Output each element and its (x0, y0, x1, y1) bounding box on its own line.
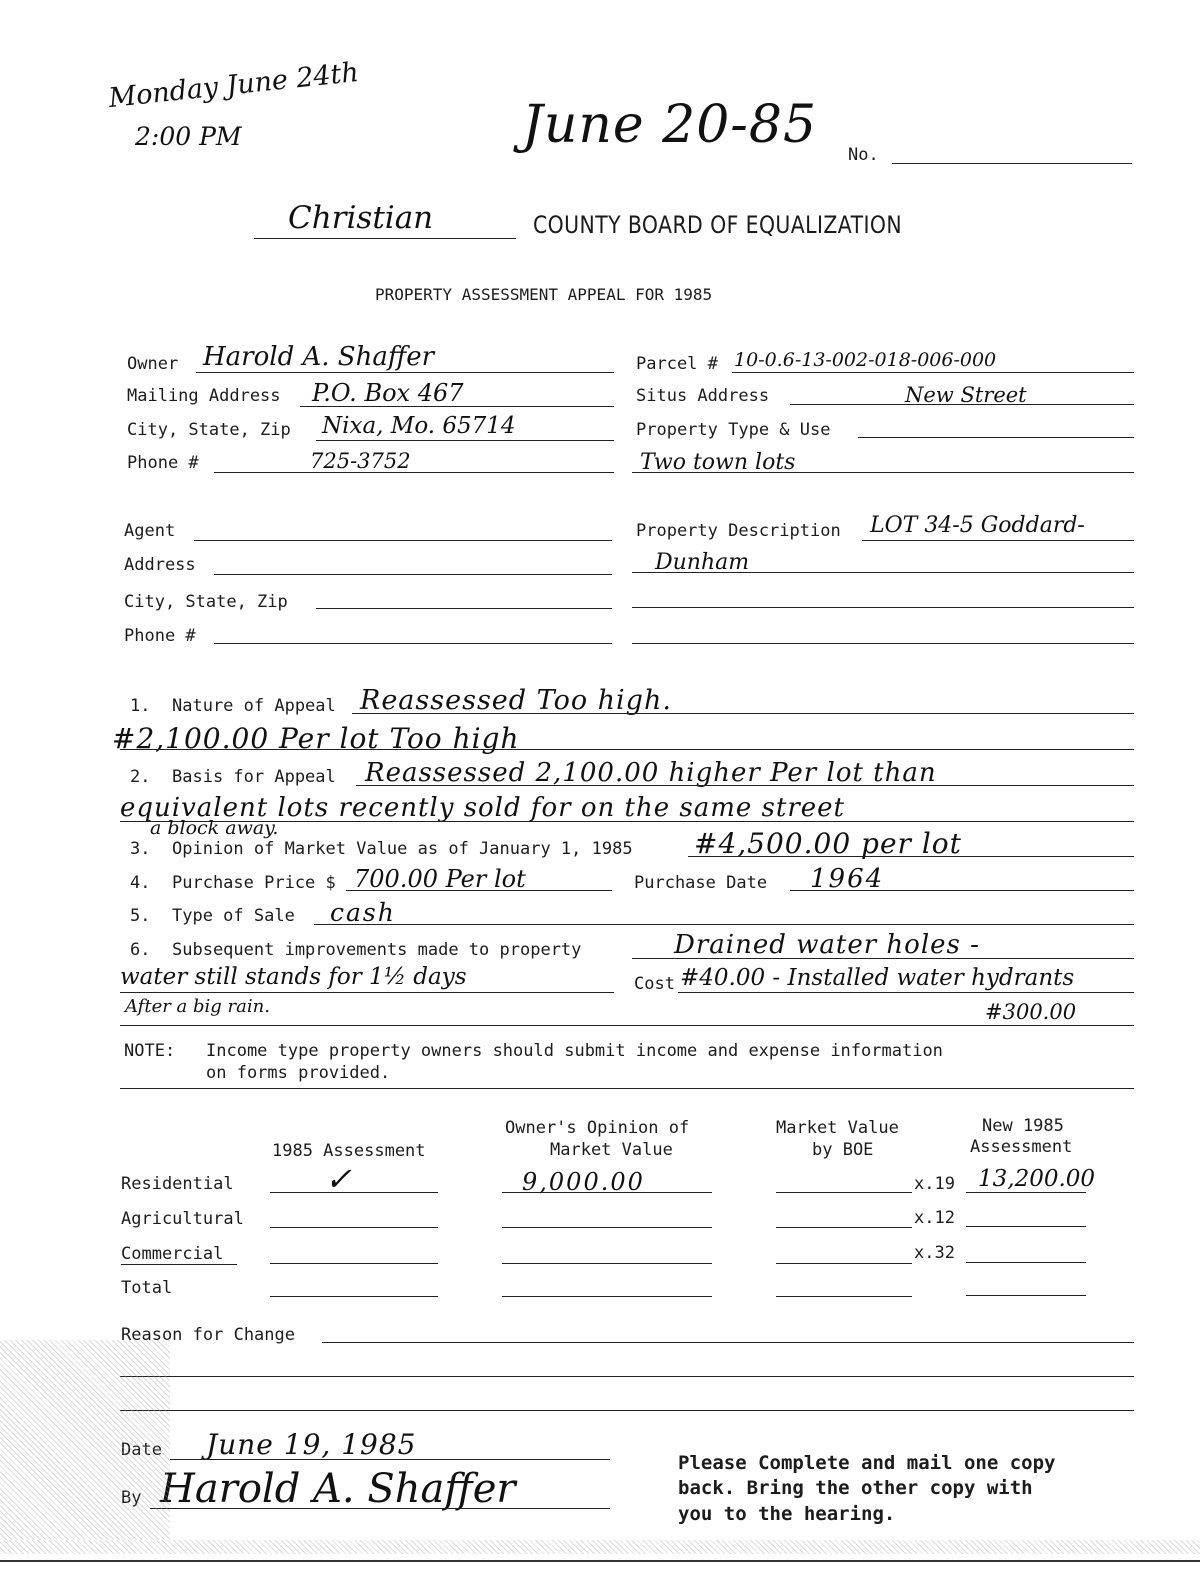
agent-city-line (316, 608, 612, 609)
property-type-label: Property Type & Use (636, 420, 831, 440)
property-desc-label: Property Description (636, 521, 841, 541)
commercial-label-underline (121, 1264, 237, 1265)
mail-instructions-1: Please Complete and mail one copy (678, 1452, 1056, 1474)
note-line-2: on forms provided. (206, 1063, 391, 1083)
item-6-value-3: After a big rain. (125, 996, 270, 1017)
agricultural-new-line (966, 1226, 1086, 1227)
commercial-1985-line (270, 1263, 438, 1264)
item-6-label: Subsequent improvements made to property (172, 940, 582, 960)
item-5-number: 5. (130, 906, 151, 926)
item-6-number: 6. (130, 940, 151, 960)
no-field-line (892, 163, 1132, 164)
item-4-label: Purchase Price $ (172, 873, 336, 893)
col-market-boe-2: by BOE (812, 1140, 874, 1160)
handwritten-note-day: Monday June 24th (107, 56, 361, 115)
date-line (170, 1459, 610, 1460)
residential-1985-line (270, 1192, 438, 1193)
residential-opinion-line (502, 1192, 712, 1193)
agent-city-label: City, State, Zip (124, 592, 288, 612)
item-1-value-2: #2,100.00 Per lot Too high (112, 722, 520, 755)
cost-value: #40.00 - Installed water hydrants (680, 965, 1075, 991)
residential-new: 13,200.00 (978, 1166, 1096, 1192)
item-1-line (352, 713, 1134, 714)
mailing-label: Mailing Address (127, 386, 281, 406)
phone-value: 725-3752 (310, 449, 411, 473)
property-desc-line-3 (632, 607, 1134, 608)
col-new-1985-1: New 1985 (982, 1116, 1064, 1136)
agricultural-boe-line (776, 1227, 912, 1228)
situs-line (790, 404, 1134, 405)
item-1-line-2 (120, 749, 1134, 750)
commercial-new-line (966, 1262, 1086, 1263)
reason-line-3 (120, 1410, 1134, 1411)
county-line (254, 238, 516, 239)
owner-line (196, 372, 614, 373)
item-2-value: Reassessed 2,100.00 higher Per lot than (365, 758, 937, 788)
row-residential-label: Residential (121, 1174, 234, 1194)
date-label: Date (121, 1440, 162, 1460)
item-6-line-3 (120, 1025, 1134, 1026)
situs-value: New Street (905, 383, 1027, 407)
no-label: No. (848, 145, 879, 165)
parcel-label: Parcel # (636, 354, 718, 374)
residential-opinion: 9,000.00 (522, 1168, 645, 1196)
item-3-label: Opinion of Market Value as of January 1, 1985 (172, 839, 633, 859)
purchase-date-value: 1964 (810, 864, 885, 894)
form-subtitle: PROPERTY ASSESSMENT APPEAL FOR 1985 (375, 285, 713, 304)
residential-new-line (966, 1192, 1086, 1193)
property-type-value: Two town lots (640, 450, 796, 475)
item-6-line (632, 958, 1134, 959)
residential-boe-line (776, 1192, 912, 1193)
item-4-value: 700.00 Per lot (354, 865, 526, 893)
mailing-line (300, 406, 614, 407)
reason-line-2 (120, 1376, 1134, 1377)
mail-instructions-3: you to the hearing. (678, 1503, 896, 1525)
col-owner-opinion-2: Market Value (550, 1140, 673, 1160)
date-value: June 19, 1985 (206, 1428, 417, 1461)
col-new-1985-2: Assessment (970, 1137, 1073, 1157)
row-total-label: Total (121, 1278, 173, 1298)
purchase-date-label: Purchase Date (634, 873, 768, 893)
parcel-value: 10-0.6-13-002-018-006-000 (734, 349, 997, 371)
item-3-number: 3. (130, 839, 151, 859)
agricultural-multiplier: x.12 (914, 1208, 955, 1228)
item-1-number: 1. (130, 696, 151, 716)
property-desc-line-1 (862, 540, 1134, 541)
item-5-label: Type of Sale (172, 906, 295, 926)
col-market-boe-1: Market Value (776, 1118, 899, 1138)
total-opinion-line (502, 1296, 712, 1297)
item-2-line (356, 785, 1134, 786)
item-2-value-2: equivalent lots recently sold for on the same street (120, 793, 845, 823)
owner-label: Owner (127, 354, 179, 374)
phone-label: Phone # (127, 453, 199, 473)
col-1985-assessment: 1985 Assessment (272, 1141, 426, 1161)
signature-line (150, 1508, 610, 1509)
item-1-label: Nature of Appeal (172, 696, 336, 716)
purchase-date-line (790, 890, 1134, 891)
total-1985-line (270, 1296, 438, 1297)
owner-value: Harold A. Shaffer (203, 342, 435, 372)
agent-address-line (214, 574, 612, 575)
property-type-line-2 (632, 472, 1134, 473)
handwritten-form-date: June 20-85 (522, 95, 818, 155)
property-type-line (858, 437, 1134, 438)
agent-address-label: Address (124, 555, 196, 575)
item-5-line (314, 924, 1134, 925)
property-desc-value-1: LOT 34-5 Goddard- (870, 513, 1085, 538)
agricultural-opinion-line (502, 1227, 712, 1228)
handwritten-note-time: 2:00 PM (135, 122, 242, 151)
note-line-1: Income type property owners should submit income and expense information (206, 1041, 943, 1061)
board-title: COUNTY BOARD OF EQUALIZATION (533, 211, 903, 239)
city-value: Nixa, Mo. 65714 (322, 413, 516, 439)
item-2-value-3: a block away. (150, 817, 279, 839)
item-6-value-2: water still stands for 1½ days (120, 964, 467, 990)
item-6-value-4: #300.00 (985, 1000, 1077, 1024)
agent-line (194, 540, 612, 541)
by-label: By (121, 1488, 142, 1508)
parcel-line (732, 372, 1134, 373)
scan-speckle-bottom (0, 1540, 1200, 1554)
property-desc-value-2: Dunham (655, 550, 750, 575)
item-1-value: Reassessed Too high. (360, 685, 672, 716)
item-3-line (688, 856, 1134, 857)
page-bottom-edge (0, 1560, 1200, 1562)
city-label: City, State, Zip (127, 420, 291, 440)
cost-label: Cost (634, 974, 675, 994)
item-2-number: 2. (130, 767, 151, 787)
note-rule (120, 1088, 1134, 1089)
mailing-value: P.O. Box 467 (312, 379, 464, 407)
agent-label: Agent (124, 521, 176, 541)
row-commercial-label: Commercial (121, 1244, 224, 1264)
cost-line (678, 992, 1134, 993)
total-new-line (966, 1295, 1086, 1296)
mail-instructions-2: back. Bring the other copy with (678, 1477, 1033, 1499)
reason-label: Reason for Change (121, 1325, 295, 1345)
property-desc-line-2 (632, 572, 1134, 573)
residential-multiplier: x.19 (914, 1174, 955, 1194)
situs-label: Situs Address (636, 386, 770, 406)
total-boe-line (776, 1296, 912, 1297)
owner-signature: Harold A. Shaffer (160, 1466, 516, 1512)
item-6-line-2 (120, 992, 614, 993)
agent-phone-label: Phone # (124, 626, 196, 646)
reason-line-1 (322, 1342, 1134, 1343)
item-2-label: Basis for Appeal (172, 767, 336, 787)
item-6-value: Drained water holes - (674, 930, 980, 960)
row-agricultural-label: Agricultural (121, 1209, 244, 1229)
city-line (316, 440, 614, 441)
item-5-value: cash (330, 898, 396, 927)
county-name: Christian (288, 200, 434, 236)
item-3-value: #4,500.00 per lot (694, 827, 962, 860)
item-4-number: 4. (130, 873, 151, 893)
property-desc-line-4 (632, 643, 1134, 644)
residential-check: ✓ (325, 1160, 352, 1198)
item-4-line (346, 890, 612, 891)
col-owner-opinion-1: Owner's Opinion of (505, 1118, 690, 1138)
commercial-boe-line (776, 1263, 912, 1264)
commercial-opinion-line (502, 1263, 712, 1264)
agent-phone-line (214, 643, 612, 644)
scan-speckle-left (0, 1340, 170, 1540)
phone-line (214, 472, 614, 473)
commercial-multiplier: x.32 (914, 1243, 955, 1263)
agricultural-1985-line (270, 1227, 438, 1228)
note-label: NOTE: (124, 1041, 176, 1061)
